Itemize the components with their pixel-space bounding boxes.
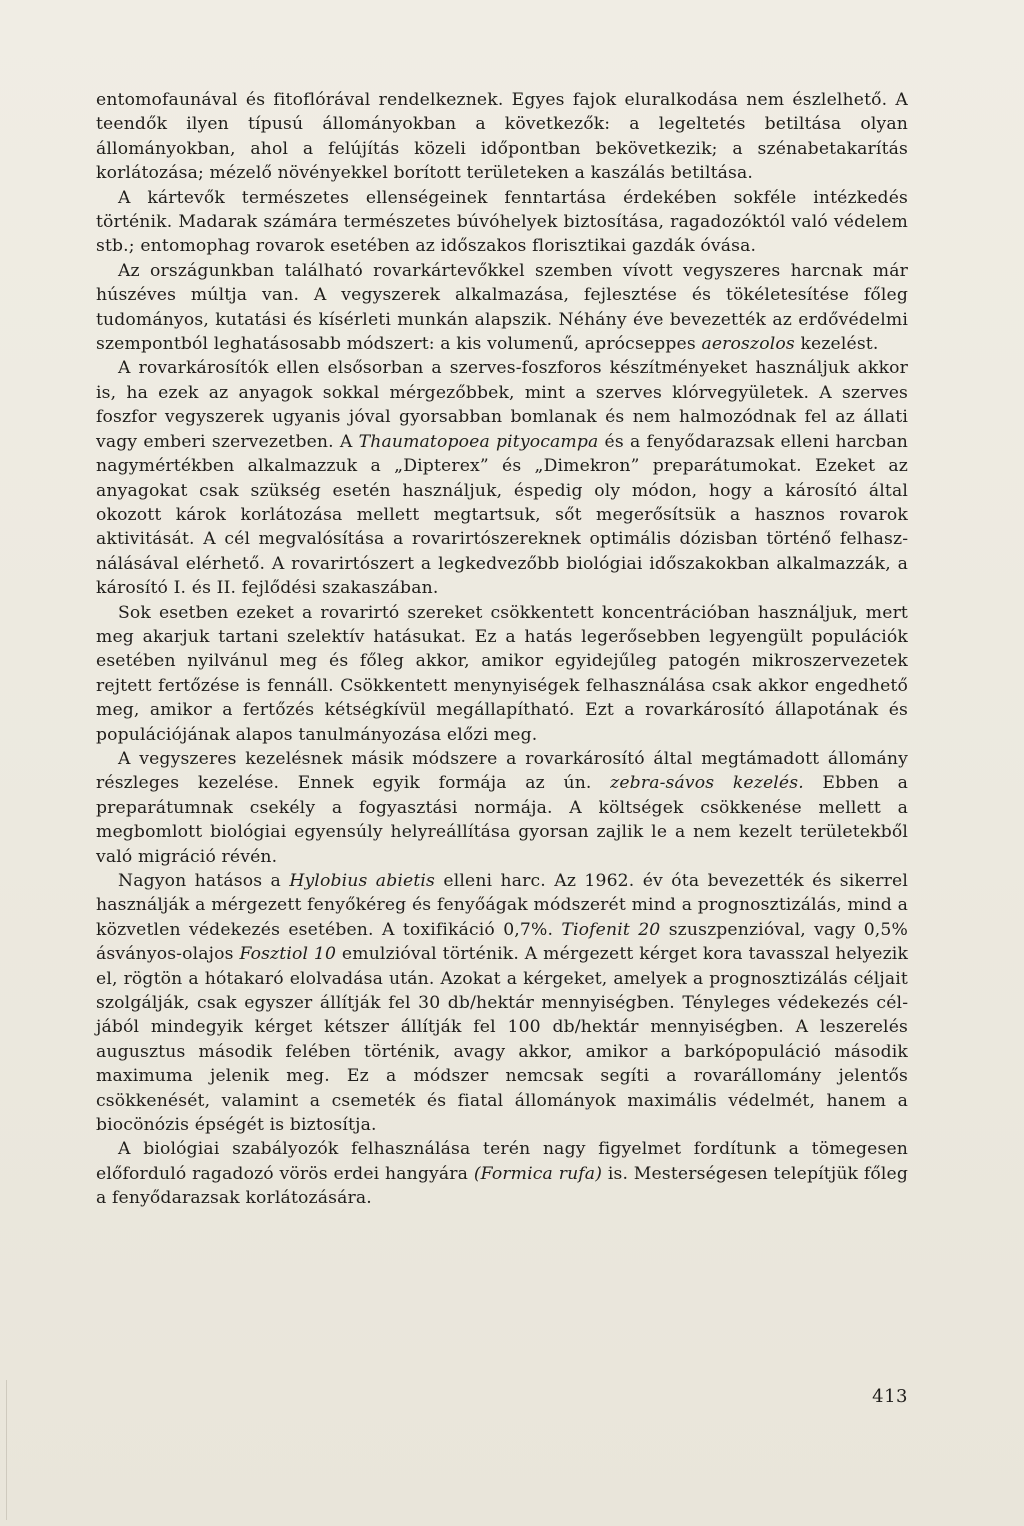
scan-edge-mark <box>6 1380 7 1520</box>
text-segment: és a fenyődarazsak elleni harcban nagymértékben alkalmazzuk a „Dipterex” és „Dimekron” preparátumokat. Ezeket az anyagokat csak szükség esetén használjuk, éspedig oly módon, hogy a károsító által okozott károk korlátozása mellett megtartsuk, sőt megerősítsük a hasznos rovarok aktivitását. A cél megvalósítása a rovarirtószereknek optimális dózisban történő felhasználásával elérhető. A rovarirtószert a legkedvezőbb biológiai időszakokban alkalmazzák, a károsító I. és II. fejlődési szakaszában. <box>96 431 909 599</box>
italic-term: zebra-sávos kezelés. <box>610 773 804 794</box>
italic-term: Thaumatopoea pityocampa <box>358 431 599 452</box>
text-segment: kezelést. <box>794 334 879 355</box>
text-segment: emulzióval történik. A mérgezett kérget kora tavasszal helyezik el, rögtön a hótakaró elolvadása után. Azokat a kérgeket, amelyek a prognosztizálás céljait szolgálják, csak egyszer állítják fel 30 db/hektár mennyiségben. Tényleges védekezés céljából mindegyik kérget kétszer állítják fel 100 db/hektár mennyiségben. A leszerelés augusztus második felében történik, avagy akkor, amikor a barkópopuláció második maximuma jelenik meg. Ez a módszer nemcsak segíti a rovarállomány jelentős csökkenését, valamint a csemeték és fiatal állományok maximális védelmét, hanem a biocönózis épségét is biztosítja. <box>96 944 909 1136</box>
text-segment: elleni harc. Az 1962. év óta bevezették és sikerrel használják a mérgezett fenyőkéreg és fenyőágak módszerét mind a prognosztizálás, mind a közvetlen védekezés esetében. A toxifikáció 0,7%. <box>96 871 908 940</box>
paragraph-8 <box>96 1137 908 1210</box>
text-segment: szuszpenzióval, vagy 0,5% ásványos-olajos <box>96 919 908 965</box>
italic-term: (Formica rufa) <box>473 1163 603 1184</box>
paragraph-6 <box>96 747 908 869</box>
paragraph-4 <box>96 356 908 600</box>
paragraph-7 <box>96 869 908 1137</box>
italic-term: aeroszolos <box>701 334 795 355</box>
text-segment: Ebben a preparátumnak csekély a fogyasztási normája. A költségek csökkenése mellett a megbomlott biológiai egyensúly helyreállítása gyorsan zajlik le a nem kezelt területekből való migráció révén. <box>96 773 908 867</box>
italic-term: Hylobius abietis <box>289 871 436 891</box>
text-segment: A vegyszeres kezelésnek másik módszere a rovarkárosító által megtámadott állomány részleges kezelése. Ennek egyik formája az ún. <box>96 748 908 794</box>
paragraph-2 <box>96 186 908 259</box>
text-segment: A kártevők természetes ellenségeinek fenntartása érdekében sokféle intézkedés történik. Madarak számára természetes búvóhelyek biztosítása, ragadozóktól való védelem stb.; entomophag rovarok esetében az időszakos florisztikai gazdák óvása. <box>96 187 908 257</box>
paragraph-5 <box>96 601 908 747</box>
text-segment: Nagyon hatásos a <box>118 871 290 891</box>
text-segment: Sok esetben ezeket a rovarirtó szereket csökkentett koncentrációban használjuk, mert meg akarjuk tartani szelektív hatásukat. Ez a hatás legerősebben legyengült populációk esetében nyilvánul meg és főleg akkor, amikor egyidejűleg patogén mikroszervezetek rejtett fertőzése is fennáll. Csökkentett menynyiségek felhasználása csak akkor engedhető meg, amikor a fertőzés kétségkívül megállapítható. Ezt a rovarkárosító állapotának és populációjának alapos tanulmányozása előzi meg. <box>96 602 908 745</box>
text-segment: A rovarkárosítók ellen elsősorban a szerves-foszforos készítményeket használjuk akkor is, ha ezek az anyagok sokkal mérgezőbbek, mint a szerves klórvegyületek. A szerves foszfor vegyszerek ugyanis jóval gyorsabban bomlanak és nem halmozódnak fel az állati vagy emberi szervezetben. A <box>96 358 908 452</box>
text-segment: entomofaunával és fitoflórával rendelkeznek. Egyes fajok eluralkodása nem észlelhető. A teendők ilyen típusú állományokban a következők: a legeltetés betiltása olyan állományokban, ahol a felújítás közeli időpontban bekövetkezik; a szénabetakarítás korlátozása; mézelő növényekkel borított területeken a kaszálás betiltása. <box>96 90 908 184</box>
italic-term: Tiofenit 20 <box>561 919 661 940</box>
paragraph-3 <box>96 259 908 357</box>
text-segment: is. Mesterségesen telepítjük főleg a fenyődarazsak korlátozására. <box>96 1163 908 1209</box>
paragraph-1 <box>96 88 908 186</box>
text-segment: A biológiai szabályozók felhasználása terén nagy figyelmet fordítunk a tömegesen előforduló ragadozó vörös erdei hangyára <box>96 1139 908 1184</box>
page-number: 413 <box>872 1386 908 1407</box>
body-text <box>96 88 908 1211</box>
italic-term: Fosztiol 10 <box>239 944 337 965</box>
text-segment: Az országunkban található rovarkártevőkkel szemben vívott vegyszeres harcnak már húszéves múltja van. A vegyszerek alkalmazása, fejlesztése és tökéletesítése főleg tudományos, kutatási és kísérleti munkán alapszik. Néhány éve bevezették az erdővédelmi szempontból leghatásosabb módszert: a kis volumenű, aprócseppes <box>96 260 908 355</box>
